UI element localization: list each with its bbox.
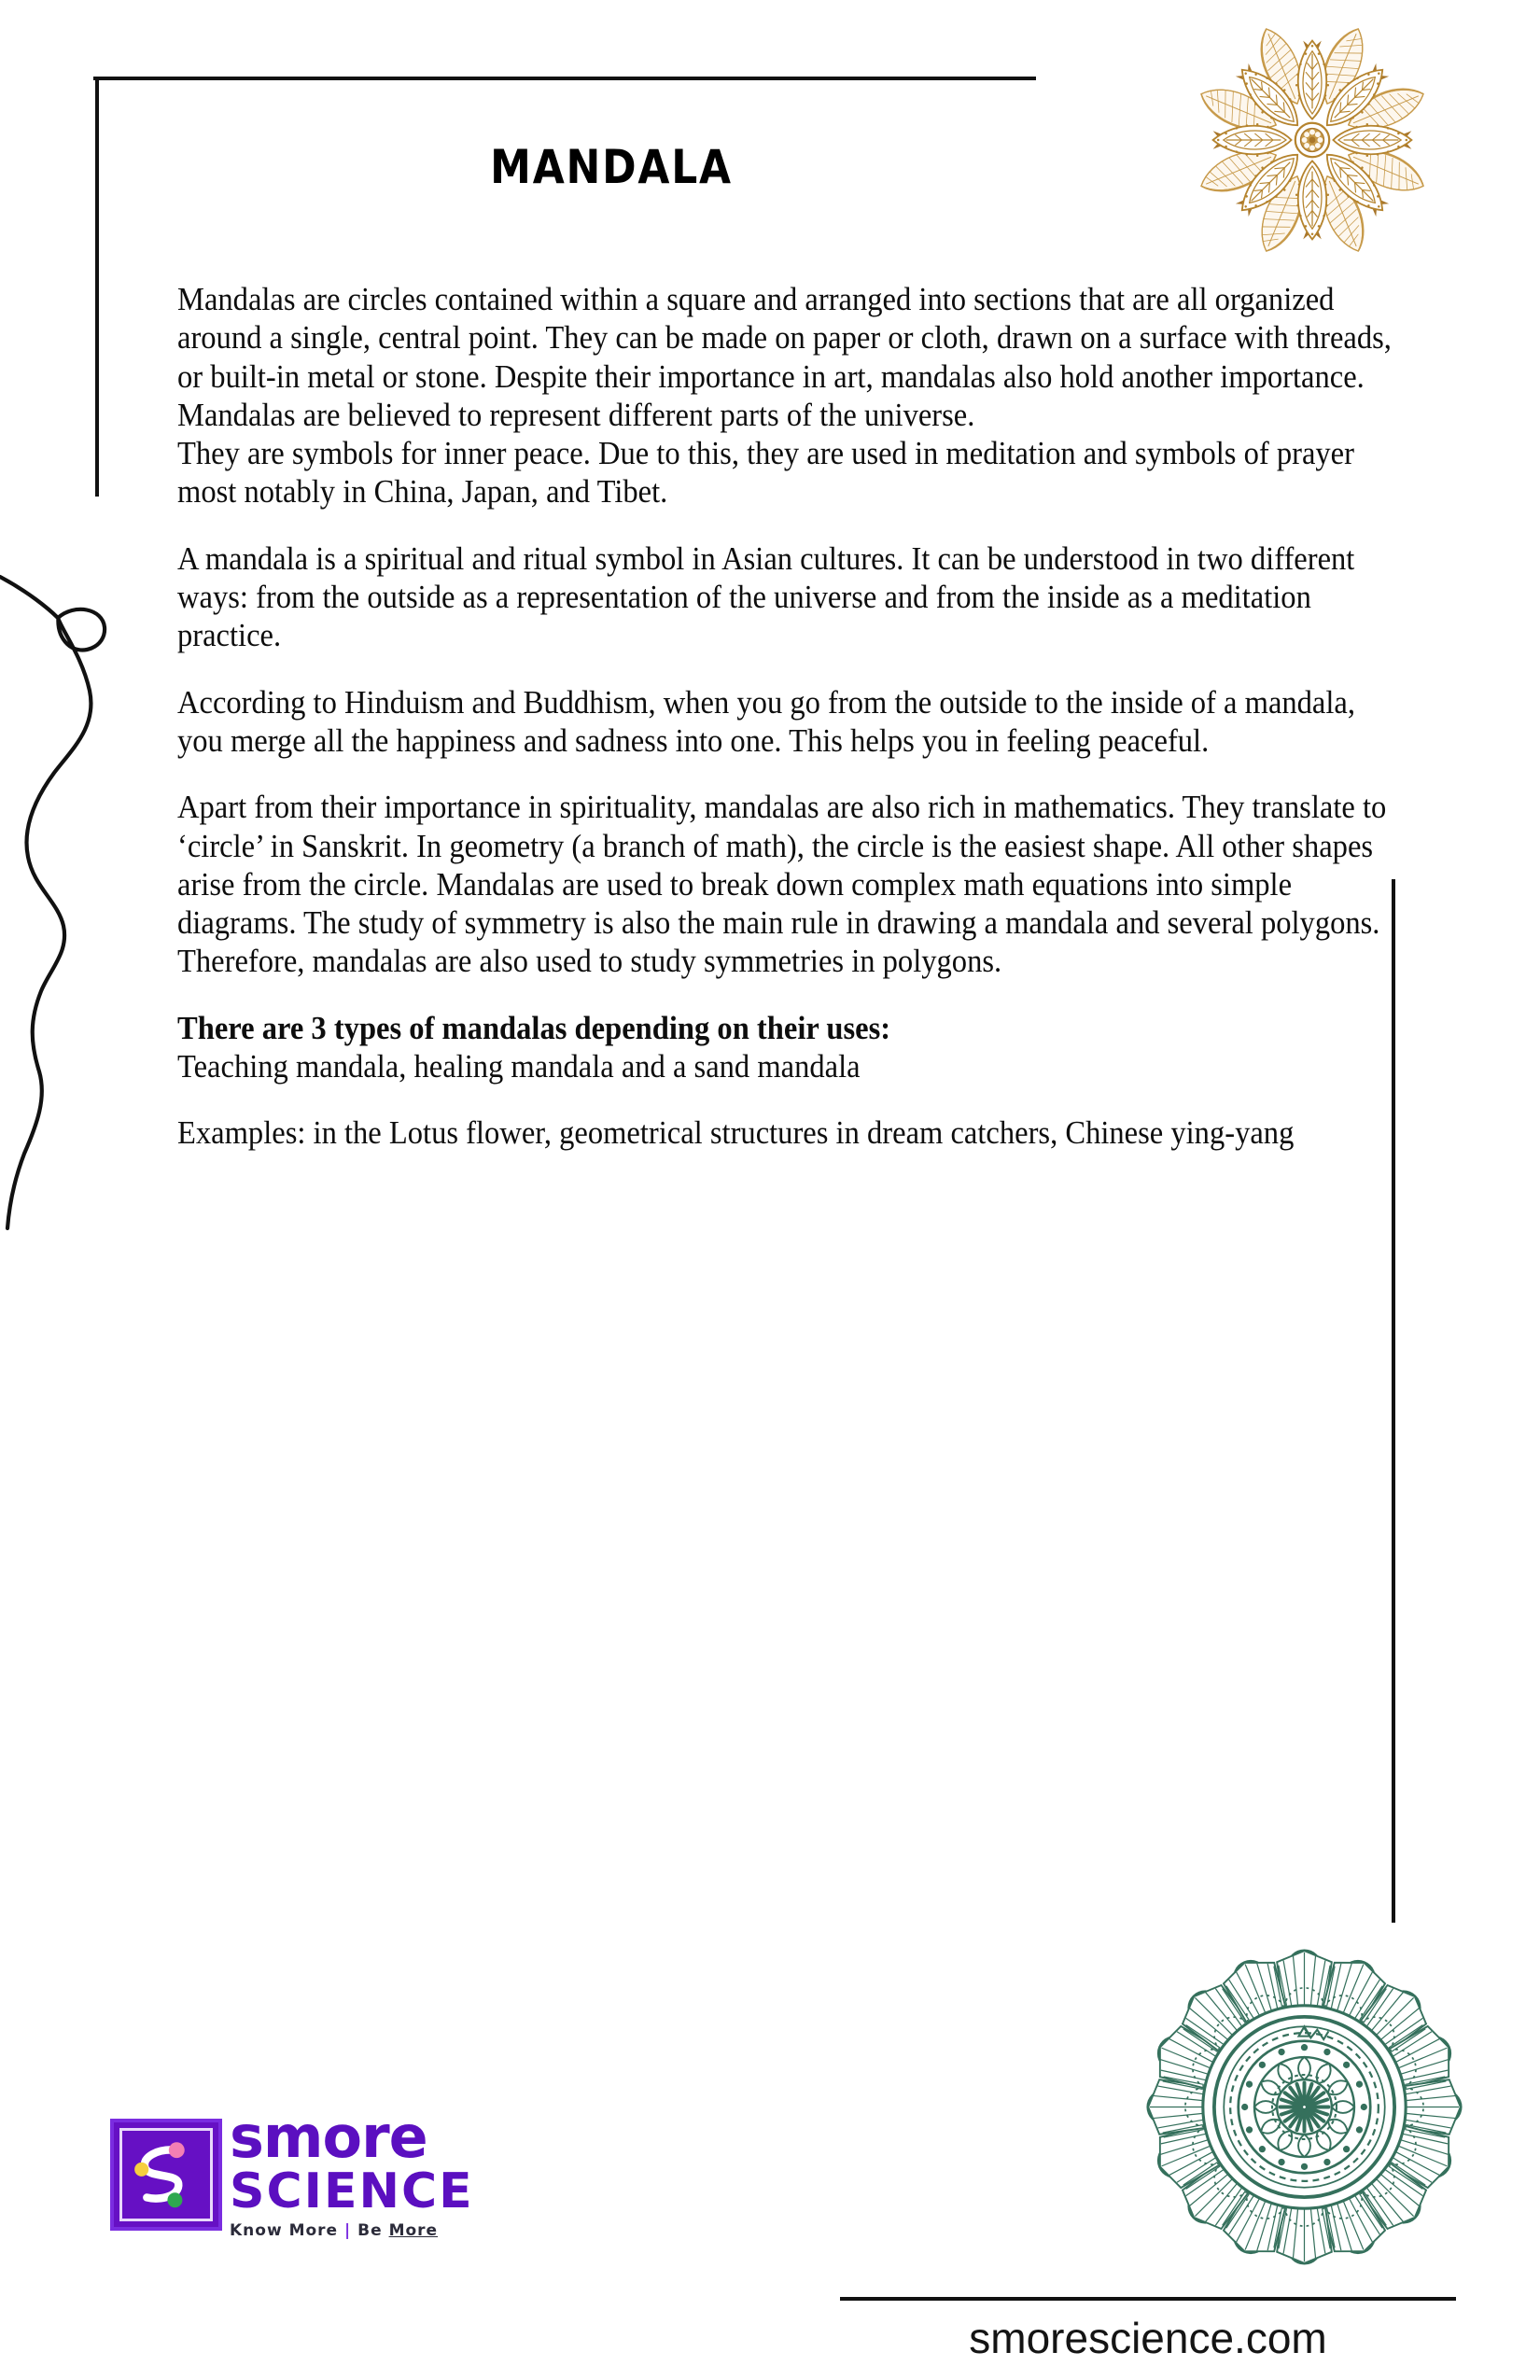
green-circular-mandala-icon bbox=[1143, 1946, 1465, 2268]
paragraph-hinduism-buddhism: According to Hinduism and Buddhism, when you go from the outside to the inside of a mandala, you merge all the happiness and sadness into one. This helps you in feeling peaceful. bbox=[177, 683, 1356, 759]
paragraph-spiritual-symbol: A mandala is a spiritual and ritual symbol in Asian cultures. It can be understood in two different ways: from the outside as a representation of the universe and from the inside as a meditation practice. bbox=[177, 539, 1355, 654]
paragraph-mathematics: Apart from their importance in spirituality, mandalas are also rich in mathematics. They translate to ‘circle’ in Sanskrit. In geometry (a branch of math), the circle is the easiest shape. All other shapes arise from the circle. Mandalas are used to break down complex math equations into simple diagrams. The study of symmetry is also the main rule in drawing a mandala and several polygons. Therefore, mandalas are also used to study symmetries in polygons. bbox=[177, 789, 1387, 980]
tagline-left-text: Know More bbox=[230, 2220, 339, 2240]
paragraph-types-list: Teaching mandala, healing mandala and a sand mandala bbox=[177, 1048, 861, 1085]
footer-horizontal-rule bbox=[840, 2297, 1456, 2301]
paragraph-inner-peace: They are symbols for inner peace. Due to this, they are used in meditation and symbols of prayer most notably in China, Japan, and Tibet. bbox=[177, 435, 1354, 511]
tagline-right-underlined: More bbox=[388, 2220, 439, 2240]
page-title: MANDALA bbox=[490, 140, 733, 194]
logo-mark-inner-border bbox=[119, 2128, 213, 2221]
tagline-right-prefix: Be bbox=[357, 2220, 389, 2240]
left-vertical-rule bbox=[95, 78, 99, 497]
smore-science-logo[interactable] bbox=[110, 2095, 549, 2282]
paragraph-intro: Mandalas are circles contained within a square and arranged into sections that are all organized around a single, central point. They can be made on paper or cloth, drawn on a surface with threads, or built-in metal or stone. Despite their importance in art, mandalas also hold another importance. Mandalas are believed to represent different parts of the universe. bbox=[177, 281, 1392, 433]
logo-science-text: SCIENCE bbox=[230, 2163, 474, 2219]
logo-wordmark bbox=[230, 2103, 547, 2240]
footer-website-url[interactable]: smorescience.com bbox=[969, 2314, 1327, 2362]
top-horizontal-rule bbox=[93, 77, 1036, 80]
gold-floral-mandala-icon bbox=[1182, 9, 1443, 271]
subheading-types-of-mandalas: There are 3 types of mandalas depending on their uses: bbox=[177, 1009, 891, 1046]
article-body bbox=[177, 280, 1409, 1181]
logo-tagline bbox=[230, 2221, 547, 2240]
paragraph-examples: Examples: in the Lotus flower, geometrical structures in dream catchers, Chinese ying-yang bbox=[177, 1114, 1295, 1152]
logo-s-mark-icon bbox=[110, 2119, 222, 2231]
logo-smore-text: smore bbox=[230, 2103, 427, 2171]
tagline-separator: | bbox=[344, 2220, 352, 2240]
